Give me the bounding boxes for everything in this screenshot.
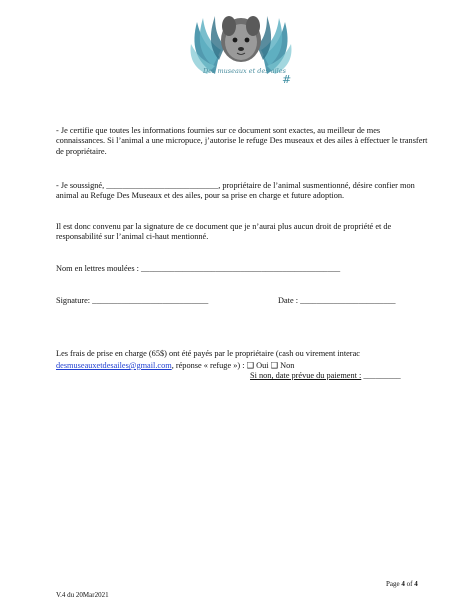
payment-date-blank[interactable]: _________ (361, 371, 401, 380)
payment-date-row (250, 371, 401, 380)
page-prefix: Page (386, 580, 402, 588)
page-total: 4 (414, 580, 418, 588)
page-of: of (404, 580, 415, 588)
fees-email-row (56, 360, 294, 370)
fees-reference: , réponse « refuge ») : (171, 361, 247, 370)
signature-field-line[interactable]: Signature: ____________________________ (56, 296, 209, 305)
fees-text: Les frais de prise en charge (65$) ont été payés par le propriétaire (cash ou virement interac (56, 349, 360, 358)
if-not-label: Si non, date prévue du paiement : (250, 371, 362, 380)
yes-label: Oui (256, 361, 269, 370)
right-wing-icon (257, 16, 291, 74)
no-checkbox[interactable]: ❑ (270, 360, 279, 370)
page-number (386, 580, 418, 588)
logo-text: Des museaux et des ailes (203, 67, 286, 75)
version-text: V.4 du 20Mar2021 (56, 591, 109, 599)
yes-checkbox[interactable]: ❑ (246, 360, 255, 370)
left-wing-icon (191, 16, 225, 74)
agreement-paragraph: Il est donc convenu par la signature de ce document que je n’aurai plus aucun droit de propriété et de responsabilité sur l’animal ci-haut mentionné. (56, 222, 392, 242)
email-link[interactable]: desmuseauxetdesailes@gmail.com (56, 361, 172, 370)
date-field-line[interactable]: Date : _______________________ (278, 296, 396, 305)
certification-paragraph: - Je certifie que toutes les informations fournies sur ce document sont exactes, au meilleur de mes connaissances. Si l’animal a une micropuce, j’autorise le refuge Des museaux et des ailes à effectuer le transfert de propriétaire. (56, 126, 428, 156)
no-label: Non (280, 361, 295, 370)
page-current: 4 (401, 580, 405, 588)
name-field-line[interactable]: Nom en lettres moulées : ________________________________________________ (56, 264, 341, 273)
hash-symbol: # (282, 73, 292, 86)
undersigned-paragraph: - Je soussigné, ___________________________, propriétaire de l’animal susmentionné, désire confier mon animal au Refuge Des Museaux et des ailes, pour sa prise en charge et future adoption. (56, 181, 415, 201)
animal-face-icon (221, 16, 261, 62)
